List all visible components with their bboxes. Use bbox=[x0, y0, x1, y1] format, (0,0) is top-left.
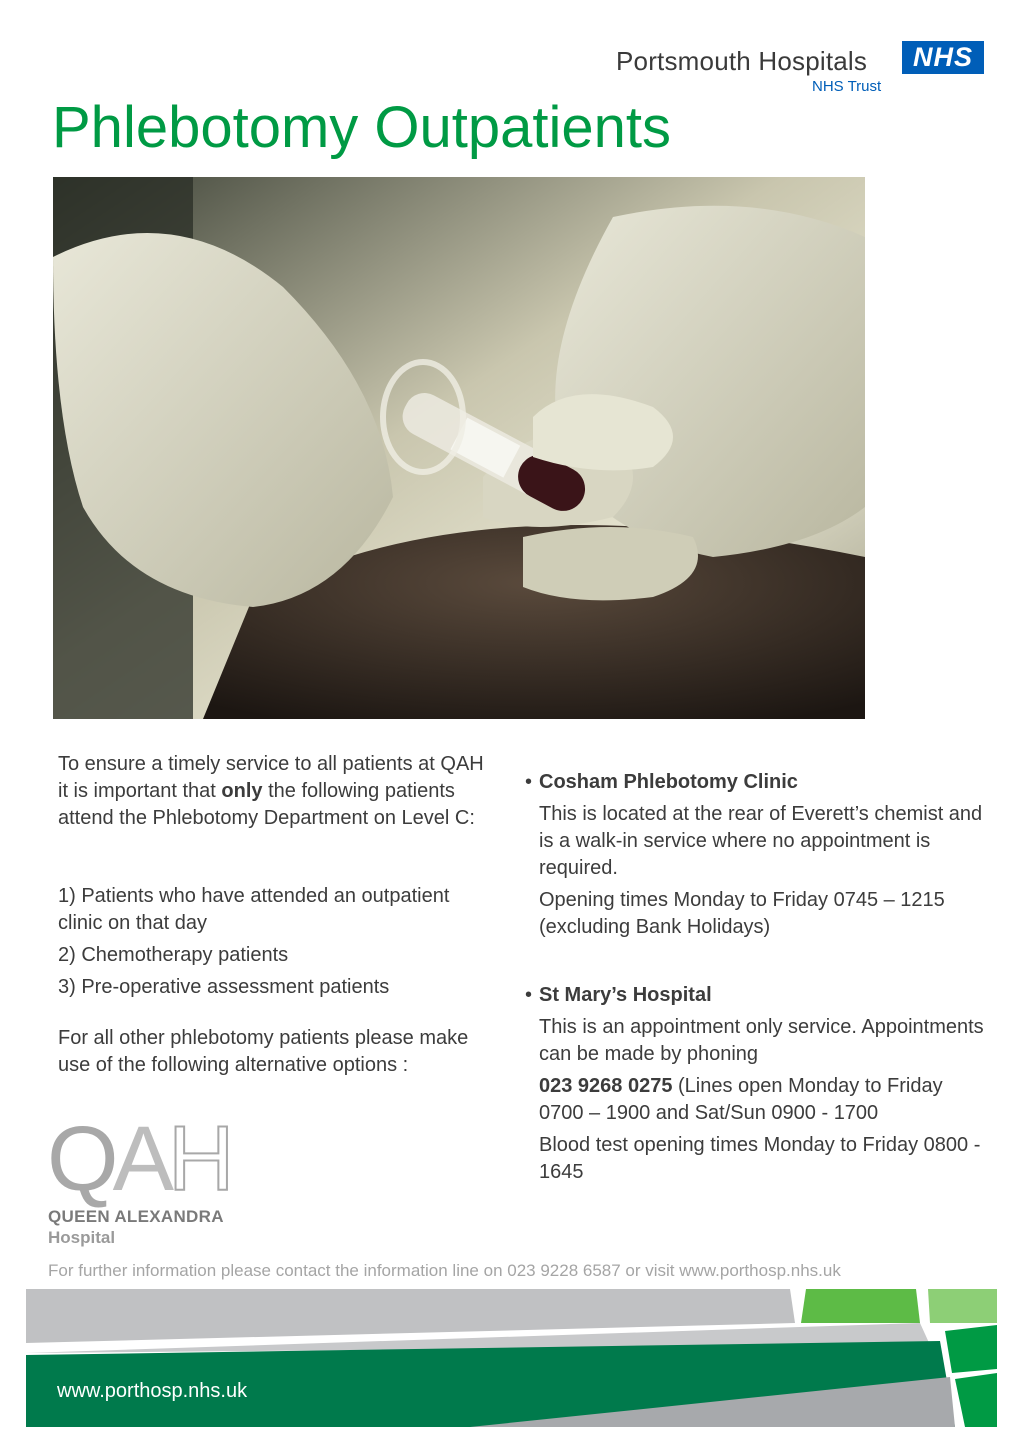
nhs-logo-text: NHS bbox=[912, 42, 973, 72]
alternatives-paragraph: For all other phlebotomy patients please make use of the following alternative options : bbox=[58, 1027, 469, 1076]
intro-emphasis: only bbox=[221, 780, 263, 802]
intro-paragraph bbox=[58, 751, 498, 832]
nhs-logo bbox=[902, 41, 984, 74]
bullet-icon: • bbox=[525, 771, 533, 793]
qah-subtitle: Hospital bbox=[48, 1228, 116, 1247]
qah-name: QUEEN ALEXANDRA bbox=[48, 1207, 224, 1226]
organisation-subtitle: NHS Trust bbox=[812, 78, 882, 95]
criteria-item: 3) Pre-operative assessment patients bbox=[58, 976, 390, 998]
site-opening-times: Blood test opening times Monday to Friday 0800 - 1645 bbox=[539, 1134, 981, 1183]
criteria-item: 2) Chemotherapy patients bbox=[58, 944, 289, 966]
bullet-icon: • bbox=[525, 984, 533, 1006]
qah-letters: QAH bbox=[47, 1110, 229, 1210]
organisation-name: Portsmouth Hospitals bbox=[616, 46, 868, 76]
intro-text-end: the following patients attend the Phlebotomy Department on Level C: bbox=[58, 780, 475, 829]
criteria-item: 1) Patients who have attended an outpatient clinic on that day bbox=[58, 885, 450, 934]
footer-banner bbox=[0, 1285, 1023, 1447]
blood-sample-photo bbox=[53, 177, 865, 719]
site-phone-line bbox=[539, 1073, 985, 1127]
alternative-sites bbox=[525, 769, 985, 1191]
site-title: St Mary’s Hospital bbox=[539, 984, 712, 1006]
site-opening-times: Opening times Monday to Friday 0745 – 1215 (excluding Bank Holidays) bbox=[539, 889, 945, 938]
site-title: Cosham Phlebotomy Clinic bbox=[539, 771, 798, 793]
criteria-list bbox=[58, 883, 498, 1006]
phone-number: 023 9268 0275 bbox=[539, 1075, 673, 1097]
footer-website-link[interactable]: www.porthosp.nhs.uk bbox=[57, 1380, 248, 1402]
site-cosham bbox=[525, 769, 985, 941]
intro-text-start: To ensure a timely service to all patients at QAH it is important that bbox=[58, 753, 484, 802]
phone-hours: (Lines open Monday to Friday 0700 – 1900 and Sat/Sun 0900 - 1700 bbox=[539, 1075, 943, 1124]
site-description: This is located at the rear of Everett’s chemist and is a walk-in service where no appointment is required. bbox=[539, 803, 983, 879]
site-st-marys bbox=[525, 982, 985, 1186]
page-title: Phlebotomy Outpatients bbox=[52, 95, 672, 160]
footer-info-text: For further information please contact the information line on 023 9228 6587 or visit www.porthosp.nhs.uk bbox=[48, 1261, 841, 1280]
site-description: This is an appointment only service. Appointments can be made by phoning bbox=[539, 1016, 984, 1065]
